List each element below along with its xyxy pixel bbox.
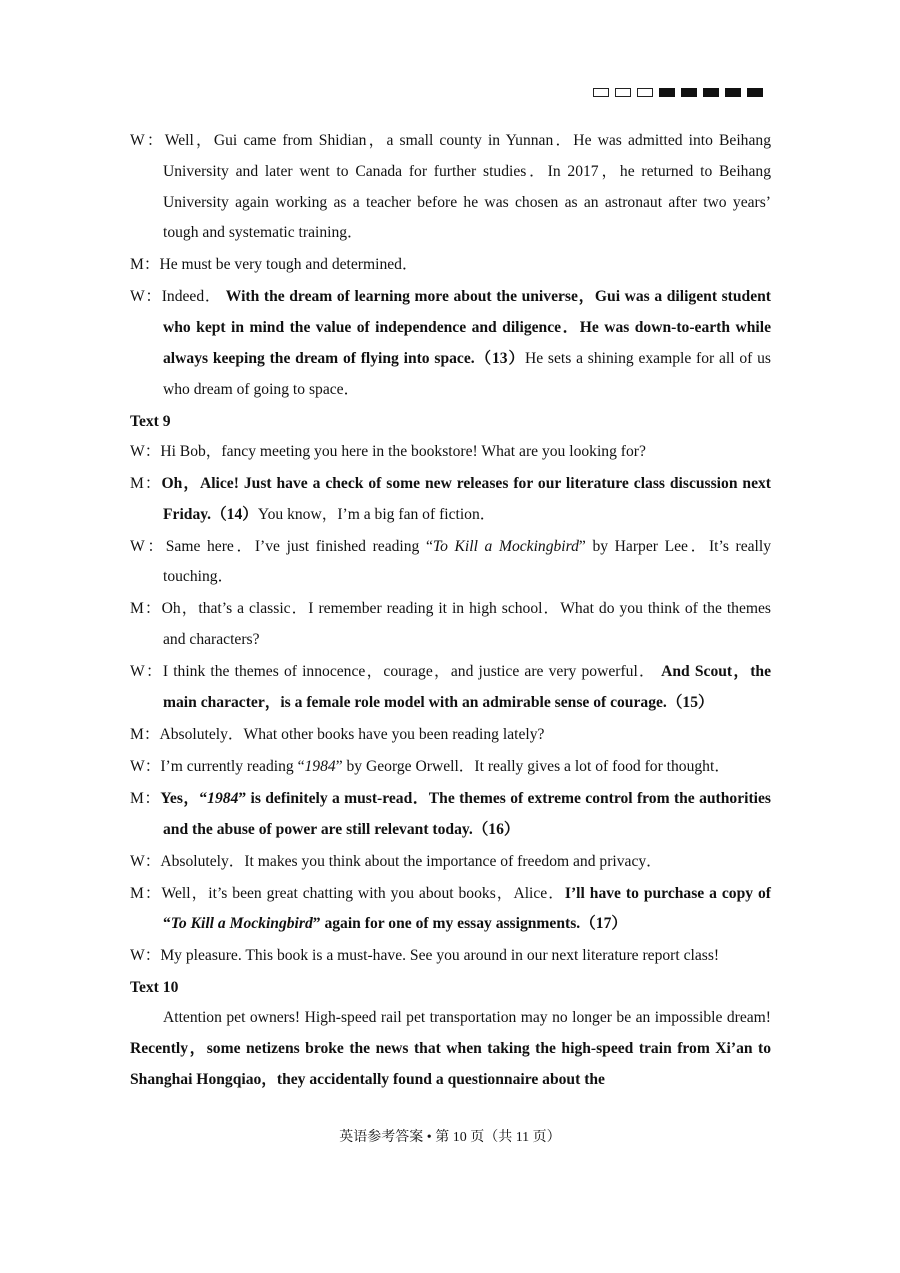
page-footer: 英语参考答案 • 第 10 页（共 11 页）	[339, 1130, 561, 1145]
dialogue-text: Indeed．	[161, 288, 222, 306]
dialogue-text: Well，it’s been great chatting with you about books，Alice．	[161, 884, 565, 902]
dialogue-text: I think the themes of innocence，courage，and justice are very powerful．	[162, 663, 656, 681]
dialogue-text: Hi Bob，fancy meeting you here in the bookstore! What are you looking for?	[160, 442, 646, 460]
speaker-label: M：	[130, 474, 162, 492]
dialogue-turn	[130, 126, 771, 249]
filled-square-mark	[703, 88, 719, 97]
dialogue-turn	[130, 532, 771, 594]
speaker-label: M：	[130, 789, 161, 807]
dialogue-text: My pleasure. This book is a must-have. See you around in our next literature report class!	[160, 947, 720, 965]
dialogue-text: He must be very tough and determined．	[159, 256, 418, 274]
book-title: 1984	[207, 789, 239, 807]
dialogue-text: Absolutely．What other books have you been reading lately?	[159, 725, 545, 743]
filled-square-mark	[725, 88, 741, 97]
bold-text: Yes，“	[160, 789, 208, 807]
filled-square-mark	[747, 88, 763, 97]
dialogue-text: Same here．I’ve just finished reading “	[165, 537, 433, 555]
empty-square-mark	[615, 88, 631, 97]
dialogue-turn	[130, 941, 771, 972]
speaker-label: W：	[130, 442, 161, 460]
dialogue-turn	[130, 720, 771, 751]
dialogue-turn	[130, 752, 771, 783]
dialogue-turn	[130, 250, 771, 281]
speaker-label: M：	[130, 725, 160, 743]
dialogue-turn	[130, 879, 771, 941]
speaker-label: W：	[130, 852, 161, 870]
dialogue-text: Oh，that’s a classic．I remember reading it in high school．What do you think of the themes and characters?	[161, 600, 771, 649]
dialogue-turn	[130, 282, 771, 405]
answer-key-sentence: Oh，Alice! Just have a check of some new releases for our literature class discussion next Friday.（14）	[161, 474, 771, 523]
filled-square-mark	[681, 88, 697, 97]
dialogue-text: Well，Gui came from Shidian，a small county in Yunnan．He was admitted into Beihang University and later went to Canada for further studies．In 2017，he returned to Beihang University again working as a teacher before he was chosen as an astronaut after two years’ tough and systematic training．	[163, 132, 771, 242]
answer-key-sentence	[160, 790, 771, 838]
speaker-label: W：	[130, 757, 161, 775]
dialogue-text: Absolutely．It makes you think about the importance of freedom and privacy．	[160, 852, 662, 870]
dialogue-turn	[130, 784, 771, 846]
section-title: Text 10	[130, 979, 179, 997]
speaker-label: W：	[130, 947, 161, 965]
dialogue-text: I’m currently reading “	[160, 757, 305, 775]
passage-paragraph	[130, 1003, 771, 1095]
speaker-label: M：	[130, 884, 162, 902]
bold-text: ” is definitely a must-read．The themes of extreme control from the authorities and the abuse of power are still relevant today.（16）	[163, 789, 771, 838]
answer-key-sentence: Recently，some netizens broke the news that when taking the high-speed train from Xi’an to Shanghai Hongqiao，they accidentally found a questionnaire about the	[130, 1040, 771, 1088]
book-title: 1984	[304, 757, 336, 775]
dialogue-turn	[130, 469, 771, 531]
page-header-marks	[593, 88, 763, 97]
filled-square-mark	[659, 88, 675, 97]
answer-document-body	[130, 126, 771, 1096]
dialogue-text: ” by Harper Lee．It’s really touching．	[163, 537, 771, 586]
dialogue-turn	[130, 437, 771, 468]
dialogue-text: ” by George Orwell．It really gives a lot of food for thought．	[335, 757, 730, 775]
dialogue-text: He sets a shining example for all of us who dream of going to space．	[163, 349, 772, 398]
dialogue-text: You know，I’m a big fan of fiction．	[257, 505, 496, 523]
bold-text: ” again for one of my essay assignments.（17）	[312, 915, 627, 933]
empty-square-mark	[593, 88, 609, 97]
speaker-label: W：	[130, 537, 166, 555]
dialogue-turn	[130, 847, 771, 878]
book-title: To Kill a Mockingbird	[170, 915, 313, 933]
book-title: To Kill a Mockingbird	[432, 537, 579, 555]
dialogue-turn	[130, 657, 771, 719]
passage-text: Attention pet owners! High-speed rail pet transportation may no longer be an impossible dream!	[163, 1009, 771, 1027]
speaker-label: W：	[130, 663, 163, 681]
bold-text: I’ll have to purchase a copy of “	[163, 884, 771, 933]
speaker-label: M：	[130, 256, 160, 274]
empty-square-mark	[637, 88, 653, 97]
answer-key-sentence: And Scout，the main character，is a female role model with an admirable sense of courage.（15）	[163, 663, 772, 711]
speaker-label: W：	[130, 132, 165, 149]
answer-key-sentence: With the dream of learning more about the universe，Gui was a diligent student who kept in mind the value of independence and diligence．He was down-to-earth while always keeping the dream of flying into space.（13）	[163, 288, 772, 367]
dialogue-turn	[130, 594, 771, 656]
speaker-label: W：	[130, 288, 162, 306]
speaker-label: M：	[130, 600, 162, 618]
section-title: Text 9	[130, 412, 171, 430]
